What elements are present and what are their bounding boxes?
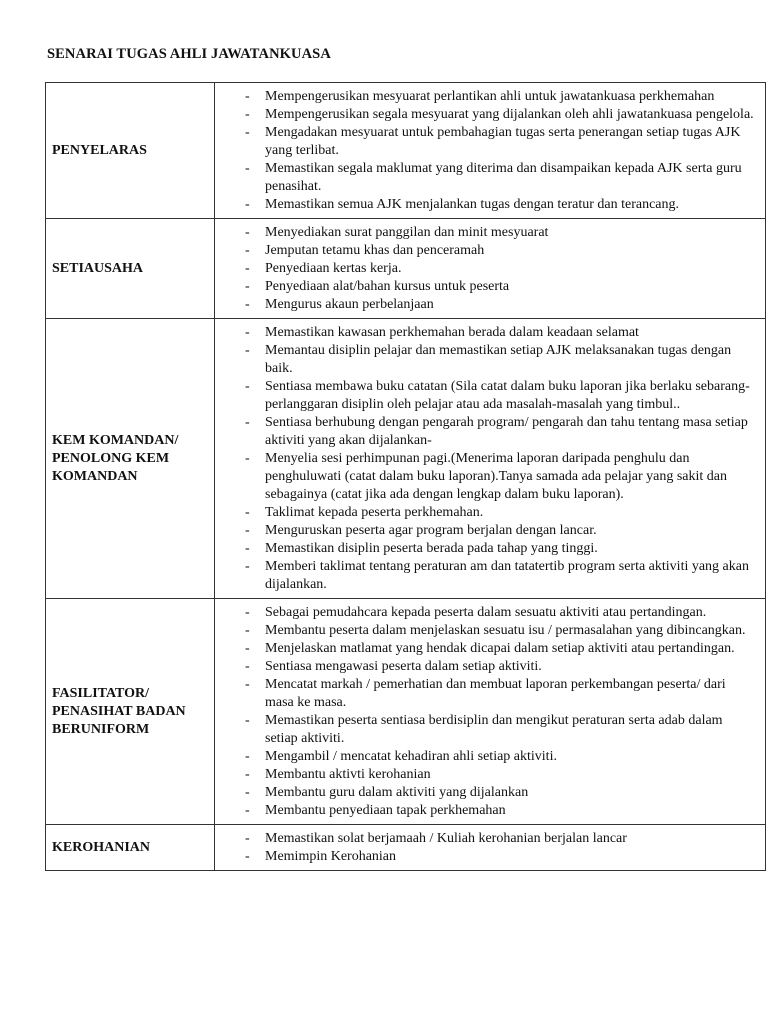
task-list [215, 830, 757, 866]
task-text: Menjelaskan matlamat yang hendak dicapai dalam setiap aktiviti atau pertandingan. [265, 641, 735, 656]
task-item [215, 124, 757, 160]
table-row [46, 599, 766, 825]
task-item [215, 224, 757, 242]
task-item [215, 848, 757, 866]
task-item [215, 748, 757, 766]
task-item [215, 278, 757, 296]
task-text: Sentiasa berhubung dengan pengarah program/ pengarah dan tahu tentang masa setiap aktiviti yang akan dijalankan- [265, 415, 748, 448]
task-text: Memastikan solat berjamaah / Kuliah kerohanian berjalan lancar [265, 831, 627, 846]
task-item [215, 540, 757, 558]
task-item [215, 160, 757, 196]
task-text: Memimpin Kerohanian [265, 849, 397, 864]
task-item [215, 260, 757, 278]
task-text: Sebagai pemudahcara kepada peserta dalam sesuatu aktiviti atau pertandingan. [265, 605, 707, 620]
table-row [46, 825, 766, 871]
task-text: Menyelia sesi perhimpunan pagi.(Menerima laporan daripada penghulu dan penghuluwati (catat dalam buku laporan).Tanya samada ada pelajar yang sakit dan sebagainya (catat jika ada dengan lengkap dalam buku laporan). [265, 451, 727, 502]
task-item [215, 106, 757, 124]
task-item [215, 640, 757, 658]
task-text: Memberi taklimat tentang peraturan am dan tatatertib program serta aktiviti yang akan dijalankan. [265, 559, 749, 592]
task-text: Taklimat kepada peserta perkhemahan. [265, 505, 484, 520]
task-item [215, 658, 757, 676]
task-item [215, 450, 757, 504]
task-text: Mempengerusikan segala mesyuarat yang dijalankan oleh ahli jawatankuasa pengelola. [265, 107, 754, 122]
task-item [215, 766, 757, 784]
task-text: Penyediaan alat/bahan kursus untuk peserta [265, 279, 510, 294]
task-text: Mengambil / mencatat kehadiran ahli setiap aktiviti. [265, 749, 557, 764]
task-item [215, 504, 757, 522]
task-text: Membantu penyediaan tapak perkhemahan [265, 803, 506, 818]
task-item [215, 712, 757, 748]
task-item [215, 622, 757, 640]
task-list [215, 324, 757, 594]
task-item [215, 604, 757, 622]
task-text: Mengadakan mesyuarat untuk pembahagian tugas serta penerangan setiap tugas AJK yang terlibat. [265, 125, 741, 158]
task-text: Sentiasa membawa buku catatan (Sila catat dalam buku laporan jika berlaku sebarang-perlanggaran disiplin oleh pelajar atau ada masalah-masalah yang timbul.. [265, 379, 750, 412]
task-text: Memastikan segala maklumat yang diterima dan disampaikan kepada AJK serta guru penasihat. [265, 161, 742, 194]
task-text: Mencatat markah / pemerhatian dan membuat laporan perkembangan peserta/ dari masa ke masa. [265, 677, 726, 710]
task-item [215, 196, 757, 214]
task-cell [215, 319, 766, 599]
task-text: Mengurus akaun perbelanjaan [265, 297, 434, 312]
role-name: KEM KOMANDAN/ PENOLONG KEM KOMANDAN [46, 319, 215, 599]
task-item [215, 676, 757, 712]
table-row [46, 83, 766, 219]
task-item [215, 522, 757, 540]
role-name: FASILITATOR/ PENASIHAT BADAN BERUNIFORM [46, 599, 215, 825]
task-list [215, 88, 757, 214]
task-text: Memastikan peserta sentiasa berdisiplin dan mengikut peraturan serta adab dalam setiap aktiviti. [265, 713, 723, 746]
task-cell [215, 83, 766, 219]
role-name: SETIAUSAHA [46, 219, 215, 319]
task-item [215, 342, 757, 378]
task-text: Membantu peserta dalam menjelaskan sesuatu isu / permasalahan yang dibincangkan. [265, 623, 746, 638]
task-text: Menguruskan peserta agar program berjalan dengan lancar. [265, 523, 597, 538]
task-text: Membantu aktivti kerohanian [265, 767, 431, 782]
task-text: Penyediaan kertas kerja. [265, 261, 402, 276]
role-name: KEROHANIAN [46, 825, 215, 871]
task-text: Membantu guru dalam aktiviti yang dijalankan [265, 785, 529, 800]
task-item [215, 558, 757, 594]
task-text: Sentiasa mengawasi peserta dalam setiap aktiviti. [265, 659, 542, 674]
task-item [215, 296, 757, 314]
task-text: Memastikan kawasan perkhemahan berada dalam keadaan selamat [265, 325, 639, 340]
table-row [46, 219, 766, 319]
duties-table [45, 82, 766, 871]
task-item [215, 784, 757, 802]
task-item [215, 242, 757, 260]
task-list [215, 604, 757, 820]
task-item [215, 414, 757, 450]
task-item [215, 324, 757, 342]
task-item [215, 830, 757, 848]
task-text: Mempengerusikan mesyuarat perlantikan ahli untuk jawatankuasa perkhemahan [265, 89, 715, 104]
task-text: Memastikan disiplin peserta berada pada tahap yang tinggi. [265, 541, 598, 556]
task-text: Memantau disiplin pelajar dan memastikan setiap AJK melaksanakan tugas dengan baik. [265, 343, 732, 376]
task-item [215, 378, 757, 414]
task-item [215, 802, 757, 820]
task-text: Jemputan tetamu khas dan penceramah [265, 243, 485, 258]
task-cell [215, 825, 766, 871]
task-text: Menyediakan surat panggilan dan minit mesyuarat [265, 225, 549, 240]
role-name: PENYELARAS [46, 83, 215, 219]
task-item [215, 88, 757, 106]
page-title: SENARAI TUGAS AHLI JAWATANKUASA [47, 46, 331, 62]
task-cell [215, 599, 766, 825]
task-cell [215, 219, 766, 319]
task-text: Memastikan semua AJK menjalankan tugas dengan teratur dan terancang. [265, 197, 680, 212]
table-row [46, 319, 766, 599]
task-list [215, 224, 757, 314]
